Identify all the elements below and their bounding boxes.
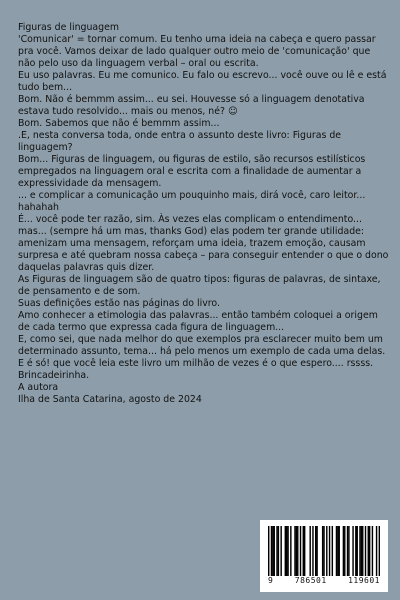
- barcode-bar: [372, 526, 373, 576]
- barcode-bar: [365, 526, 366, 576]
- barcode-bar: [339, 526, 340, 576]
- place-date: Ilha de Santa Catarina, agosto de 2024: [18, 394, 202, 405]
- barcode-bar: [286, 526, 287, 576]
- paragraph-comunicar: 'Comunicar' = tornar comum. Eu tenho uma ideia na cabeça e quero passar pra você. Vamos deixar de lado qualquer outro meio de 'comunicação' que não pelo uso da linguagem verbal – oral ou escrita.: [18, 34, 376, 69]
- barcode-bar: [379, 526, 380, 576]
- barcode-bar: [309, 526, 310, 576]
- barcode-bar: [369, 526, 370, 576]
- paragraph-definicoes: Suas definições estão nas páginas do livro.: [18, 298, 220, 309]
- paragraph-milhao: E é só! que você leia este livro um milhão de vezes é o que espero.... rssss. Brincadeirinha.: [18, 358, 374, 381]
- barcode-bar: [361, 526, 362, 576]
- barcode-bar: [362, 526, 363, 576]
- paragraph-definition: Bom... Figuras de linguagem, ou figuras de estilo, são recursos estilísticos empregados na linguagem oral e escrita com a finalidade de aumentar a expressividade da mensagem.: [18, 154, 366, 189]
- barcode-bar: [326, 526, 327, 576]
- barcode-bar: [376, 526, 377, 576]
- barcode-bar: [287, 526, 288, 576]
- barcode-icon: [268, 526, 380, 576]
- barcode-bar: [316, 526, 317, 576]
- barcode-bar: [303, 526, 304, 576]
- paragraph-etimologia: Amo conhecer a etimologia das palavras... então também coloquei a origem de cada termo que expressa cada figura de linguagem...: [18, 310, 378, 333]
- barcode-bar: [272, 526, 273, 576]
- paragraph-tipos: As Figuras de linguagem são de quatro tipos: figuras de palavras, de sintaxe, de pensamento e de som.: [18, 274, 381, 297]
- barcode-bar: [271, 526, 272, 576]
- barcode-bar: [296, 526, 297, 576]
- barcode-bar: [336, 526, 337, 576]
- barcode-bar: [278, 526, 279, 576]
- paragraph-exemplos: E, como sei, que nada melhor do que exemplos pra esclarecer muito bem um determinado assunto, tema... há pelo menos um exemplo de cada uma delas.: [18, 334, 386, 357]
- barcode-bar: [323, 526, 324, 576]
- barcode-bar: [356, 526, 357, 576]
- barcode-bar: [304, 526, 305, 576]
- barcode-bar: [329, 526, 330, 576]
- barcode-digits-left: 786501: [294, 576, 327, 585]
- paragraph-utilidade: É... você pode ter razão, sim. Às vezes elas complicam o entendimento... mas... (sempre há um mas, thanks God) elas podem ter grande utilidade: amenizam uma mensagem, reforçam uma ideia, trazem emoção, causam surpresa e até quebram nossa cabeça – para conseguir entender o que o dono daquelas palavras quis dizer.: [18, 214, 389, 273]
- barcode-bar: [344, 526, 345, 576]
- paragraph-denotativa: Bom. Não é bemmm assim... eu sei. Houvesse só a linguagem denotativa estava tudo resolvido... mais ou menos, né? ☺: [18, 94, 365, 117]
- barcode-bar: [347, 526, 348, 576]
- barcode-bar: [322, 526, 323, 576]
- barcode-bar: [276, 526, 277, 576]
- barcode-bar: [332, 526, 333, 576]
- paragraph-question: .E, nesta conversa toda, onde entra o assunto deste livro: Figuras de linguagem?: [18, 130, 342, 153]
- author-signature: A autora: [18, 382, 59, 393]
- back-cover-text: [18, 22, 390, 406]
- barcode-bar: [290, 526, 291, 576]
- barcode-bar: [297, 526, 298, 576]
- barcode-bar: [348, 526, 349, 576]
- barcode-bar: [368, 526, 369, 576]
- barcode-bar: [352, 526, 353, 576]
- cover-title: Figuras de linguagem: [18, 22, 120, 33]
- barcode-bar: [300, 526, 301, 576]
- barcode-bar: [274, 526, 275, 576]
- barcode-bar: [268, 526, 269, 576]
- barcode-bar: [285, 526, 286, 576]
- barcode-bar: [312, 526, 313, 576]
- barcode-digit-first: 9: [268, 576, 274, 585]
- paragraph-eu-uso: Eu uso palavras. Eu me comunico. Eu falo ou escrevo... você ouve ou lê e está tudo bem...: [18, 70, 387, 93]
- barcode-bar: [315, 526, 316, 576]
- barcode-digits: [268, 576, 380, 586]
- barcode-bar: [355, 526, 356, 576]
- paragraph-complicar: ... e complicar a comunicação um pouquinho mais, dirá você, caro leitor... hahahah: [18, 190, 366, 213]
- barcode-digits-right: 119601: [348, 576, 380, 585]
- barcode-bar: [294, 526, 295, 576]
- barcode-bar: [337, 526, 338, 576]
- barcode-bar: [359, 526, 360, 576]
- paragraph-sabemos: Bom. Sabemos que não é bemmm assim...: [18, 118, 220, 129]
- barcode-bar: [280, 526, 281, 576]
- isbn-barcode: [260, 520, 388, 592]
- barcode-bar: [343, 526, 344, 576]
